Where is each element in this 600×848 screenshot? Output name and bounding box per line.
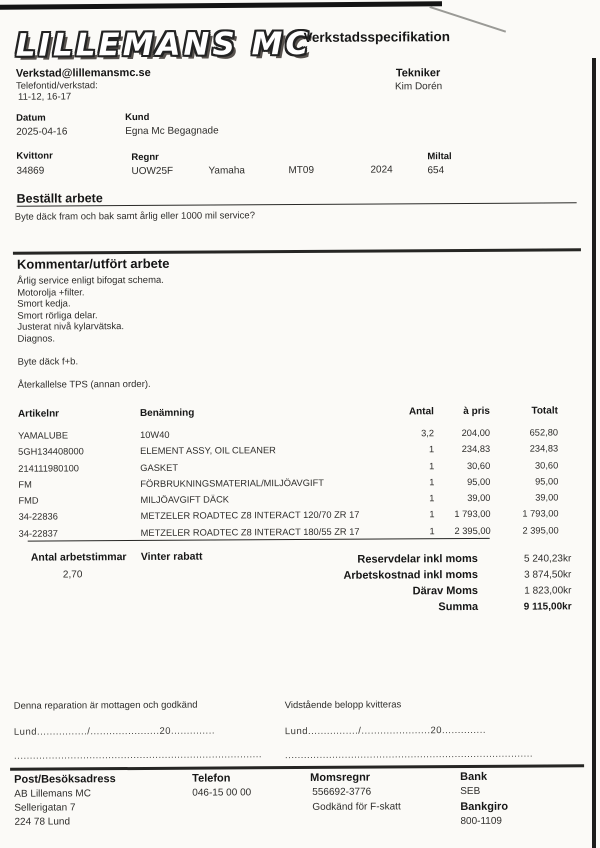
- cell-antal: 3,2: [421, 428, 435, 439]
- cell-totalt: 2 395,00: [522, 525, 559, 536]
- cell-antal: 1: [429, 525, 435, 536]
- address-label: Post/Besöksadress: [14, 773, 116, 786]
- approval-heading: Denna reparation är mottagen och godkänd: [13, 699, 198, 712]
- col-header-artikelnr: Artikelnr: [17, 408, 60, 420]
- cell-artikelnr: FM: [18, 479, 32, 490]
- phone-value: 046-15 00 00: [192, 787, 252, 799]
- total-value: 3 874,50kr: [524, 569, 572, 581]
- cell-apris: 95,00: [467, 476, 491, 487]
- col-header-benamning: Benämning: [139, 407, 195, 419]
- workshop-email: Verkstad@lillemansmc.se: [15, 66, 151, 80]
- cell-antal: 1: [429, 493, 435, 504]
- reg-value: UOW25F: [131, 165, 174, 178]
- cell-antal: 1: [428, 444, 435, 455]
- approval-signature-line: ...............................................................................: [13, 749, 263, 762]
- winter-discount-label: Vinter rabatt: [140, 550, 203, 563]
- cell-apris: 39,00: [467, 493, 491, 504]
- hours-label: Antal arbetstimmar: [30, 551, 127, 564]
- section-rule: [13, 248, 581, 254]
- bank-value: SEB: [460, 785, 481, 798]
- bankgiro-value: 800-1109: [460, 815, 502, 828]
- phone-hours: 11-12, 16-17: [17, 91, 72, 103]
- ordered-work-text: Byte däck fram och bak samt årlig eller 1000 mil service?: [14, 210, 256, 223]
- col-header-totalt: Totalt: [531, 405, 558, 417]
- total-label: Därav Moms: [412, 584, 479, 598]
- document-title: Verkstadsspecifikation: [303, 29, 451, 45]
- comment-line: Diagnos.: [17, 333, 56, 345]
- comment-line: [18, 368, 165, 380]
- bank-label: Bank: [460, 770, 488, 784]
- date-label: Datum: [16, 112, 46, 124]
- phone-hours-label: Telefontid/verkstad:: [15, 80, 98, 92]
- receipt-value: 34869: [16, 165, 45, 177]
- cell-totalt: 95,00: [535, 476, 559, 487]
- cell-apris: 1 793,00: [454, 509, 491, 520]
- cell-benamning: METZELER ROADTEC Z8 INTERACT 120/70 ZR 17: [140, 510, 360, 522]
- ack-date-line: Lund................/......................20..............: [284, 724, 487, 738]
- address-line2: Sellerigatan 7: [14, 802, 76, 814]
- vehicle-make: Yamaha: [208, 165, 246, 177]
- total-value: 9 115,00kr: [523, 601, 572, 613]
- total-value: 1 823,00kr: [524, 585, 572, 597]
- cell-apris: 204,00: [461, 427, 491, 439]
- cell-artikelnr: 5GH134408000: [18, 446, 84, 458]
- total-label: Arbetskostnad inkl moms: [343, 568, 478, 582]
- comment-line: Motorolja +filter.: [17, 286, 85, 299]
- comments-block: [17, 275, 165, 392]
- comment-line: Justerat nivå kylarvätska.: [17, 321, 125, 334]
- cell-benamning: GASKET: [140, 462, 179, 473]
- address-line1: AB Lillemans MC: [14, 788, 91, 800]
- comments-heading: Kommentar/utfört arbete: [16, 255, 170, 272]
- cell-apris: 2 395,00: [454, 525, 491, 536]
- cell-benamning: METZELER ROADTEC Z8 INTERACT 180/55 ZR 17: [140, 526, 360, 538]
- cell-apris: 234,83: [461, 444, 491, 455]
- vat-label: Momsregnr: [310, 771, 371, 784]
- approval-date-line: Lund................/......................20..............: [13, 725, 216, 738]
- cell-benamning: FÖRBRUKNINGSMATERIAL/MILJÖAVGIFT: [140, 477, 324, 489]
- cell-apris: 30,60: [466, 460, 491, 471]
- cell-artikelnr: 34-22836: [18, 511, 58, 523]
- comment-line: Byte däck f+b.: [17, 356, 79, 368]
- cell-benamning: 10W40: [140, 429, 170, 440]
- total-value: 5 240,23kr: [523, 553, 572, 565]
- company-logo: LILLEMANS MC: [15, 25, 312, 64]
- ordered-work-heading: Beställt arbete: [16, 191, 103, 206]
- total-row-summa: [178, 596, 572, 616]
- cell-artikelnr: 34-22837: [18, 528, 58, 539]
- footer-rule: [10, 764, 584, 770]
- comment-line: Årlig service enligt bifogat schema.: [17, 274, 164, 287]
- comment-line: [18, 344, 165, 356]
- cell-artikelnr: FMD: [18, 495, 39, 506]
- comment-line: Återkallelse TPS (annan order).: [17, 379, 151, 392]
- address-line3: 224 78 Lund: [14, 816, 71, 828]
- customer-value: Egna Mc Begagnade: [125, 125, 219, 138]
- technician-label: Tekniker: [395, 67, 441, 80]
- cell-totalt: 652,80: [529, 427, 559, 438]
- customer-label: Kund: [125, 111, 150, 124]
- cell-antal: 1: [429, 509, 435, 520]
- cell-artikelnr: 214111980100: [18, 462, 79, 474]
- items-table: [18, 405, 559, 544]
- vehicle-model: MT09: [288, 164, 315, 177]
- cell-benamning: ELEMENT ASSY, OIL CLEANER: [140, 445, 276, 457]
- receipt-ack-heading: Vidstående belopp kvitteras: [284, 699, 402, 712]
- technician-name: Kim Dorén: [394, 81, 443, 93]
- cell-antal: 1: [429, 460, 435, 471]
- total-label: Reservdelar inkl moms: [357, 552, 478, 566]
- total-label: Summa: [438, 600, 479, 614]
- cell-totalt: 39,00: [535, 492, 559, 503]
- vehicle-year: 2024: [370, 164, 393, 176]
- comment-line: Smort kedja.: [17, 298, 71, 310]
- cell-totalt: 1 793,00: [522, 508, 559, 520]
- phone-label: Telefon: [192, 772, 231, 785]
- mileage-label: Miltal: [427, 151, 452, 163]
- comment-line: Smort rörliga delar.: [17, 310, 98, 322]
- ack-signature-line: ...............................................................................: [284, 748, 534, 762]
- cell-totalt: 234,83: [529, 443, 559, 454]
- reg-label: Regnr: [131, 151, 159, 164]
- table-row: [19, 525, 559, 545]
- col-header-antal: Antal: [408, 406, 434, 418]
- mileage-value: 654: [427, 165, 445, 177]
- receipt-label: Kvittonr: [16, 150, 53, 162]
- hours-value: 2,70: [62, 569, 83, 581]
- vat-value: 556692-3776: [312, 786, 372, 798]
- col-header-apris: à pris: [463, 405, 490, 418]
- fskatt-text: Godkänd för F-skatt: [312, 801, 401, 813]
- bankgiro-label: Bankgiro: [460, 800, 509, 814]
- cell-antal: 1: [429, 477, 435, 488]
- cell-benamning: MILJÖAVGIFT DÄCK: [140, 494, 230, 506]
- cell-artikelnr: YAMALUBE: [18, 430, 69, 441]
- date-value: 2025-04-16: [16, 126, 68, 138]
- cell-totalt: 30,60: [534, 460, 559, 471]
